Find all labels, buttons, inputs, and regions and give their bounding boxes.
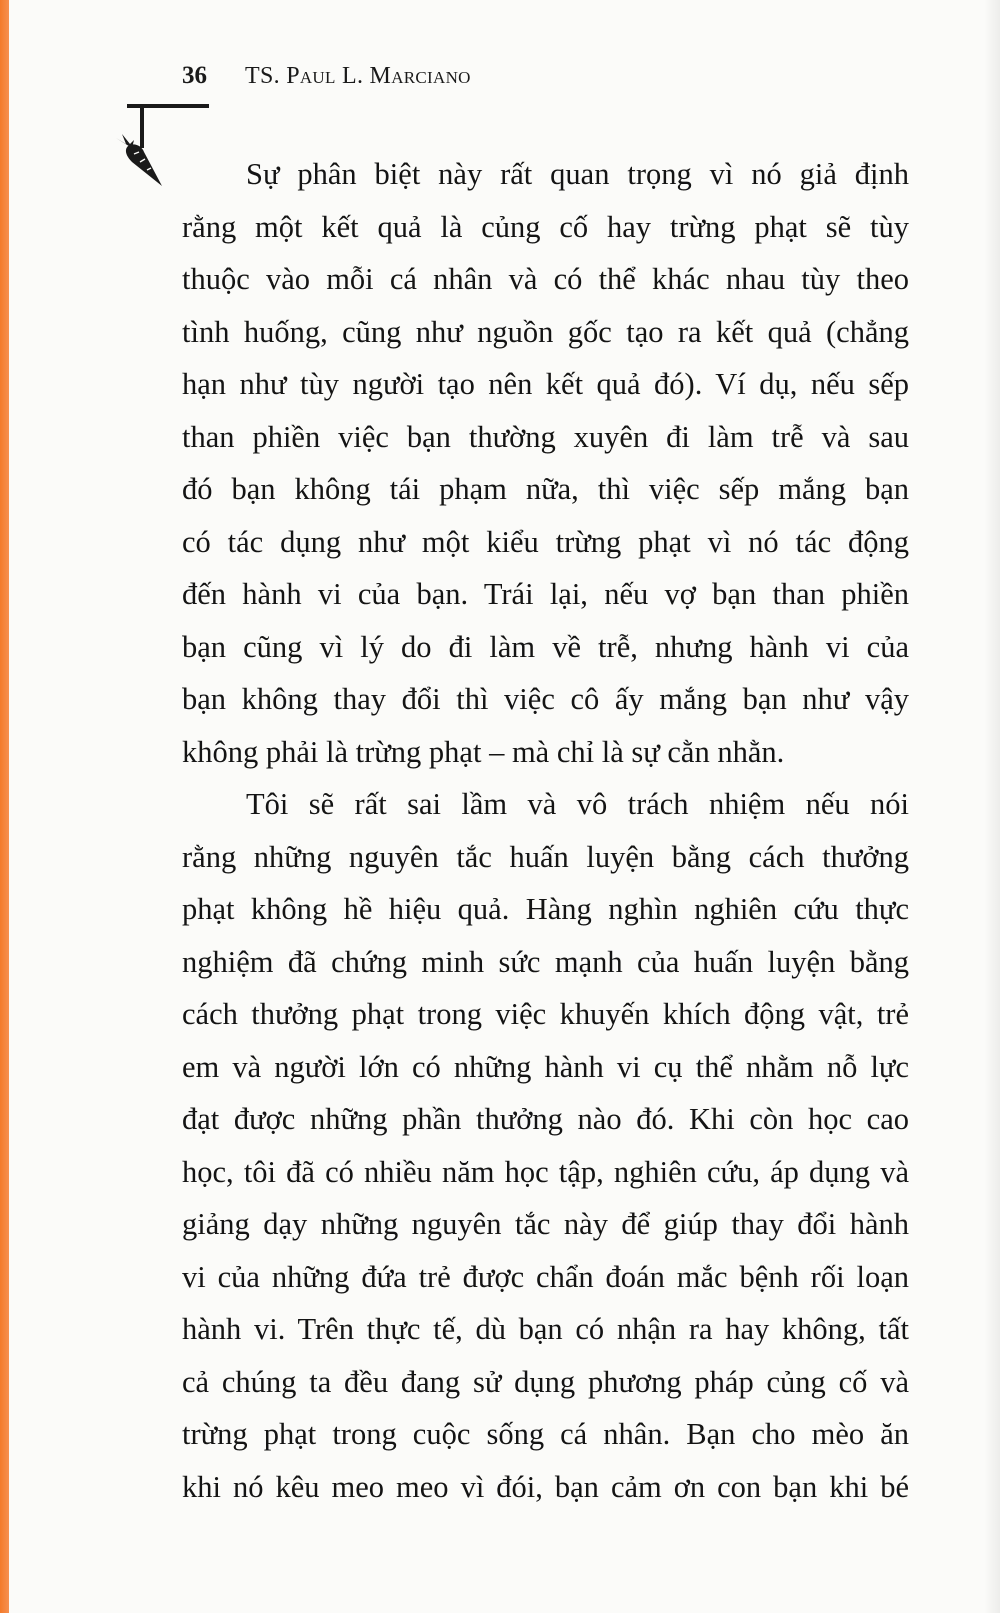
cover-edge-strip [0,0,9,1613]
page-shadow [984,0,1000,1613]
text-line: đến hành vi của bạn. Trái lại, nếu vợ bạn than phiền [182,577,909,611]
text-line: tình huống, cũng như nguồn gốc tạo ra kết quả (chẳng [182,314,909,349]
body-text [182,148,909,1513]
carrot-icon [112,132,164,188]
text-line: hạn như tùy người tạo nên kết quả đó). Ví dụ, nếu sếp [182,367,909,401]
text-line: trừng phạt trong cuộc sống cá nhân. Bạn cho mèo ăn [182,1417,909,1451]
text-line: đạt được những phần thưởng nào đó. Khi còn học cao [182,1102,909,1136]
text-line: bạn không thay đổi thì việc cô ấy mắng bạn như vậy [182,682,909,716]
text-line: có tác dụng như một kiểu trừng phạt vì nó tác động [182,524,909,559]
text-line: vi của những đứa trẻ được chẩn đoán mắc bệnh rối loạn [182,1259,909,1294]
text-line: cả chúng ta đều đang sử dụng phương pháp củng cố và [182,1364,909,1399]
text-line: đó bạn không tái phạm nữa, thì việc sếp mắng bạn [182,472,909,506]
text-line: nghiệm đã chứng minh sức mạnh của huấn luyện bằng [182,944,909,979]
text-line: than phiền việc bạn thường xuyên đi làm trễ và sau [182,419,909,454]
text-line: Tôi sẽ rất sai lầm và vô trách nhiệm nếu nói [246,787,909,821]
text-line: cách thưởng phạt trong việc khuyến khích động vật, trẻ [182,997,909,1031]
text-line: phạt không hề hiệu quả. Hàng nghìn nghiên cứu thực [182,892,909,926]
text-line: khi nó kêu meo meo vì đói, bạn cảm ơn con bạn khi bé [182,1469,909,1504]
paragraph-2 [182,778,909,1513]
text-line: giảng dạy những nguyên tắc này để giúp thay đổi hành [182,1207,909,1241]
text-line: bạn cũng vì lý do đi làm về trễ, nhưng hành vi của [182,629,909,664]
text-line: rằng những nguyên tắc huấn luyện bằng cách thưởng [182,839,909,874]
text-line: Sự phân biệt này rất quan trọng vì nó giả định [246,157,909,191]
carrot-body [126,144,162,186]
text-line: không phải là trừng phạt – mà chỉ là sự cằn nhằn. [182,734,785,769]
text-line: em và người lớn có những hành vi cụ thể nhằm nỗ lực [182,1049,909,1084]
running-head [182,62,471,90]
author-name: TS. Paul L. Marciano [245,63,471,89]
page-number: 36 [182,62,207,89]
text-line: học, tôi đã có nhiều năm học tập, nghiên cứu, áp dụng và [182,1154,909,1189]
text-line: hành vi. Trên thực tế, dù bạn có nhận ra hay không, tất [182,1312,909,1346]
text-line: thuộc vào mỗi cá nhân và có thể khác nhau tùy theo [182,262,909,296]
paragraph-1 [182,148,909,778]
text-line: rằng một kết quả là củng cố hay trừng phạt sẽ tùy [182,209,909,244]
